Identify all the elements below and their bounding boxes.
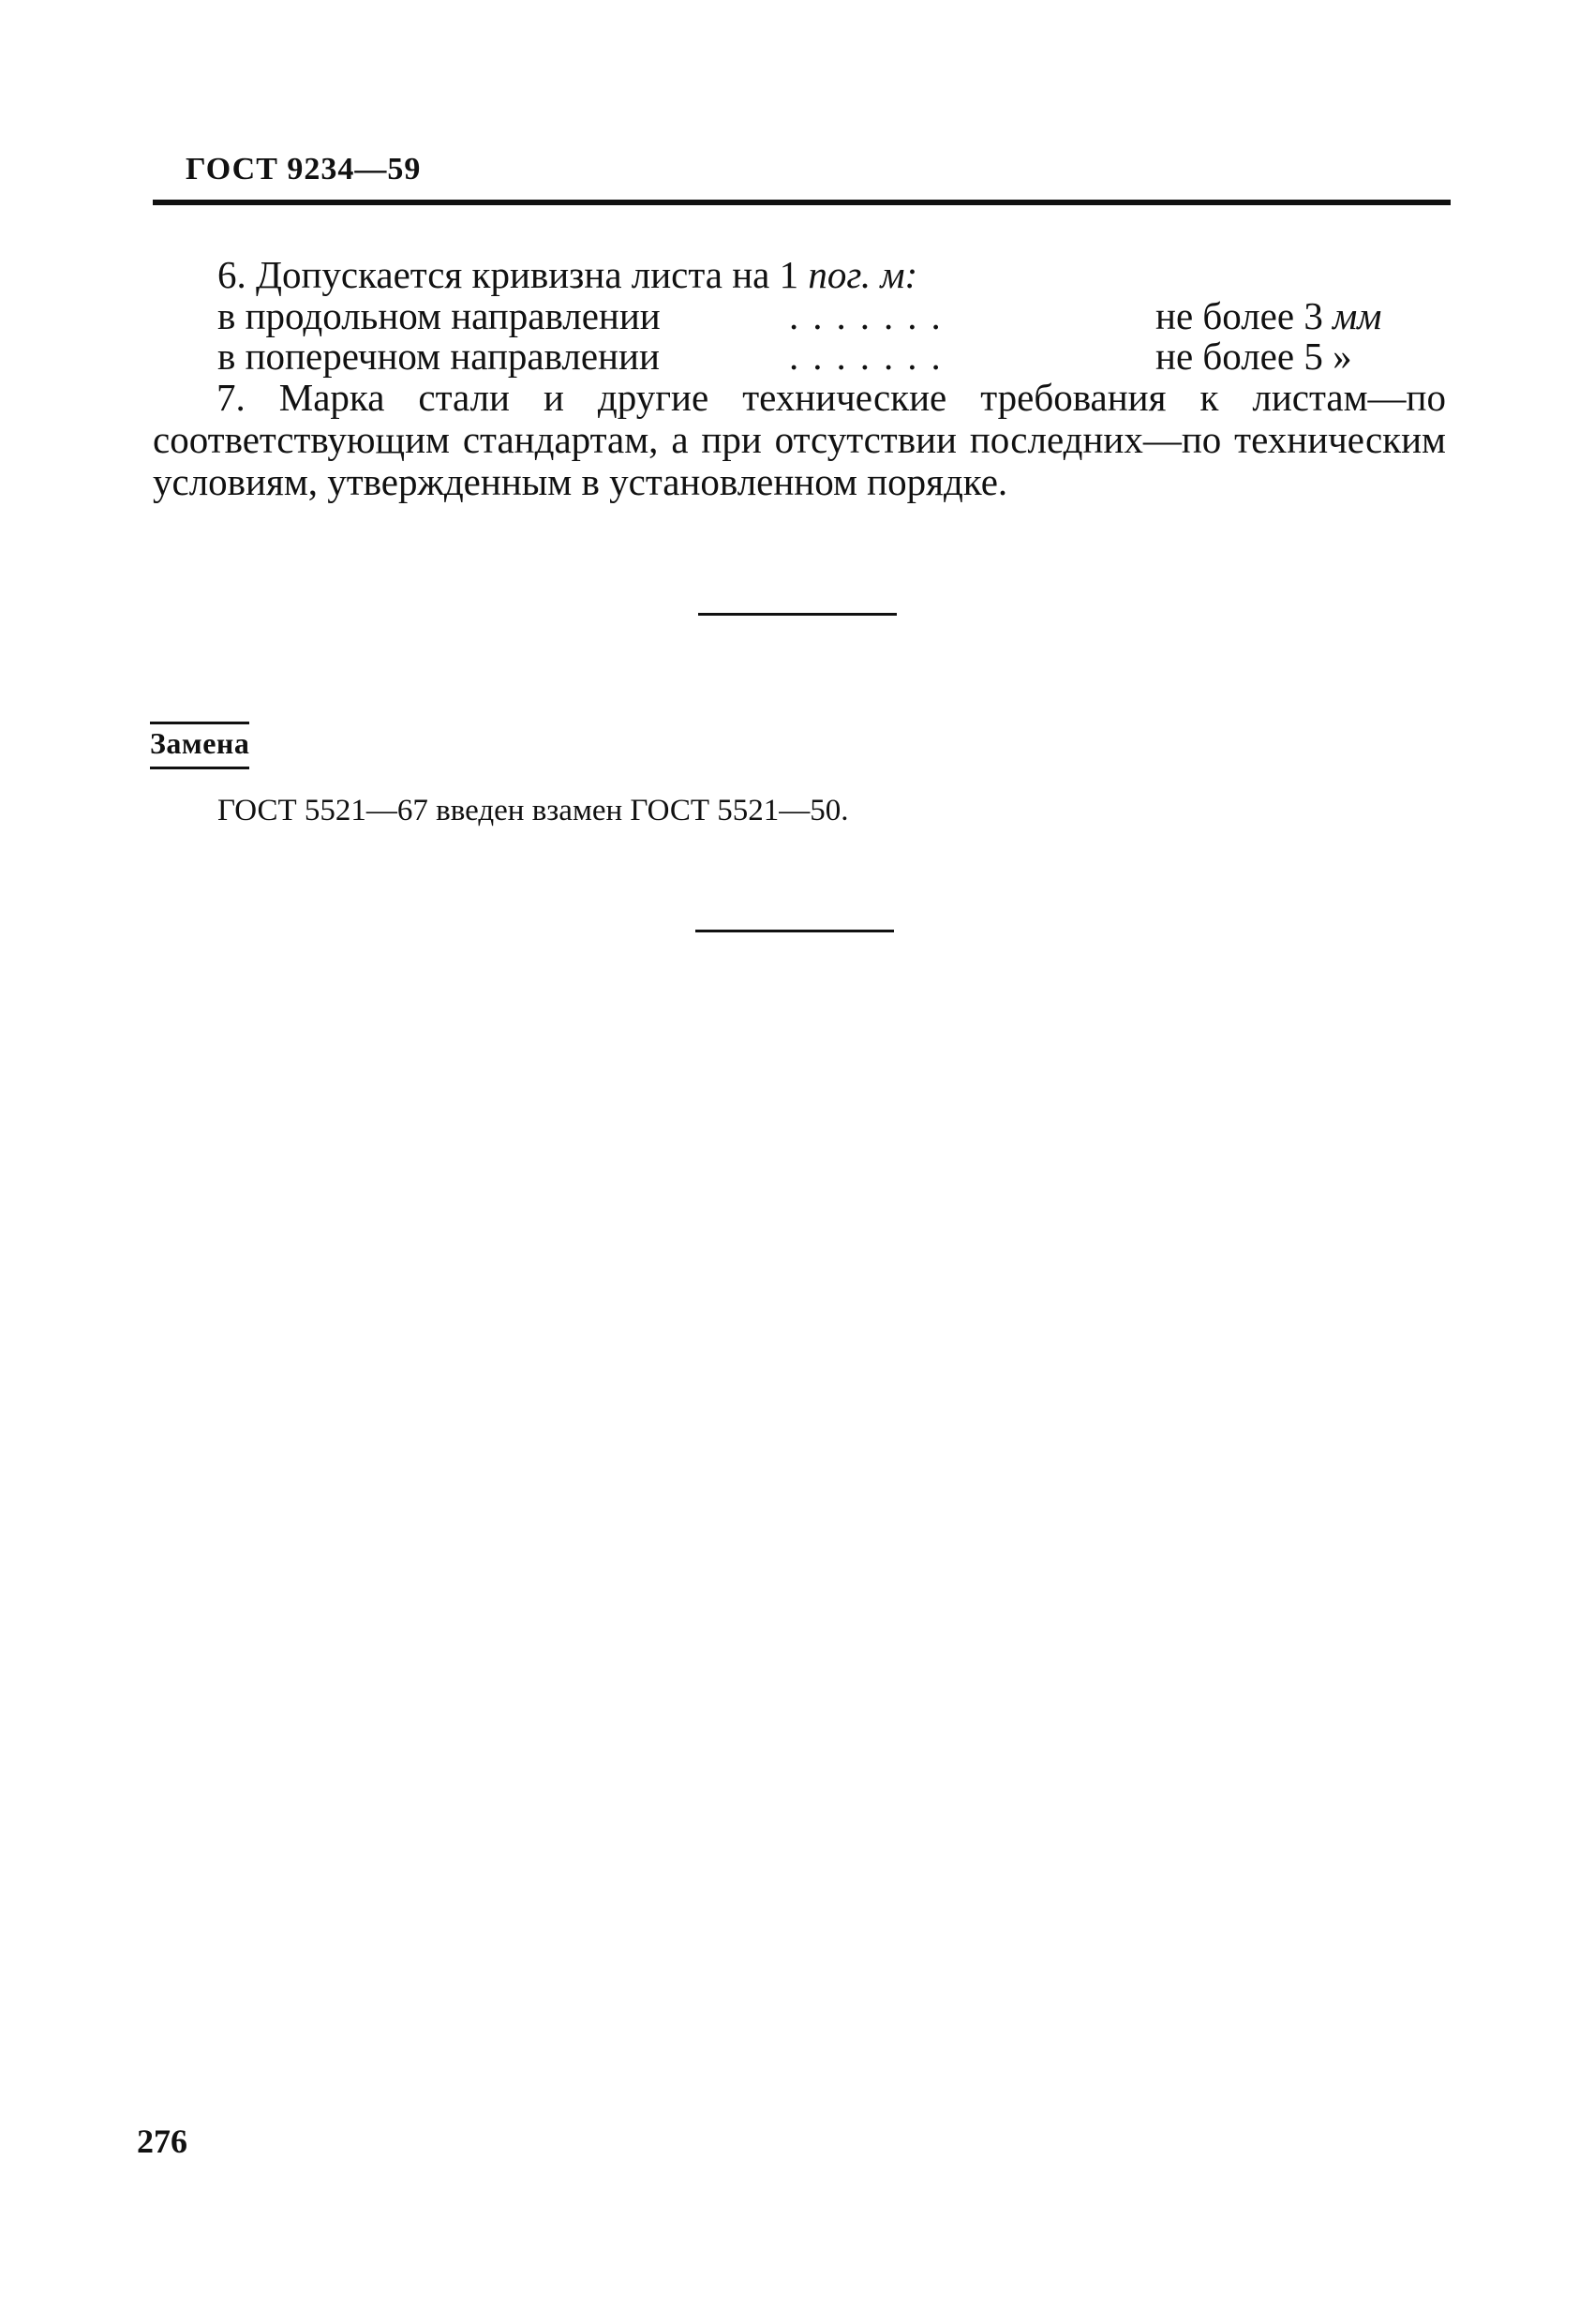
row-leader-dots: .......: [789, 294, 955, 337]
header-rule: [153, 200, 1451, 205]
row-label: в поперечном направлении: [217, 335, 660, 378]
row-value-text: не более 3: [1155, 294, 1333, 337]
paragraph-7: 7. Марка стали и другие технические требования к листам—по соответствующим стандартам, а при отсутствии последних—по техническим условиям, утвержденным в установленном порядке.: [153, 376, 1446, 503]
row-leader-dots: .......: [789, 335, 955, 378]
row-value: [1155, 336, 1352, 377]
row-value: [1155, 296, 1381, 336]
row-label: в продольном направлении: [217, 294, 661, 337]
paragraph-6-unit: пог. м:: [808, 253, 918, 296]
row-value-unit: мм: [1333, 294, 1382, 337]
document-header-title: ГОСТ 9234—59: [186, 152, 422, 186]
paragraph-6: [217, 255, 917, 295]
section-divider: [698, 613, 897, 616]
replacement-heading: Замена: [150, 722, 249, 769]
section-divider: [695, 930, 894, 932]
paragraph-6-text: 6. Допускается кривизна листа на 1: [217, 253, 809, 296]
row-value-text: не более 5 »: [1155, 335, 1352, 378]
page-number: 276: [137, 2123, 187, 2160]
replacement-note: ГОСТ 5521—67 введен взамен ГОСТ 5521—50.: [217, 794, 849, 827]
